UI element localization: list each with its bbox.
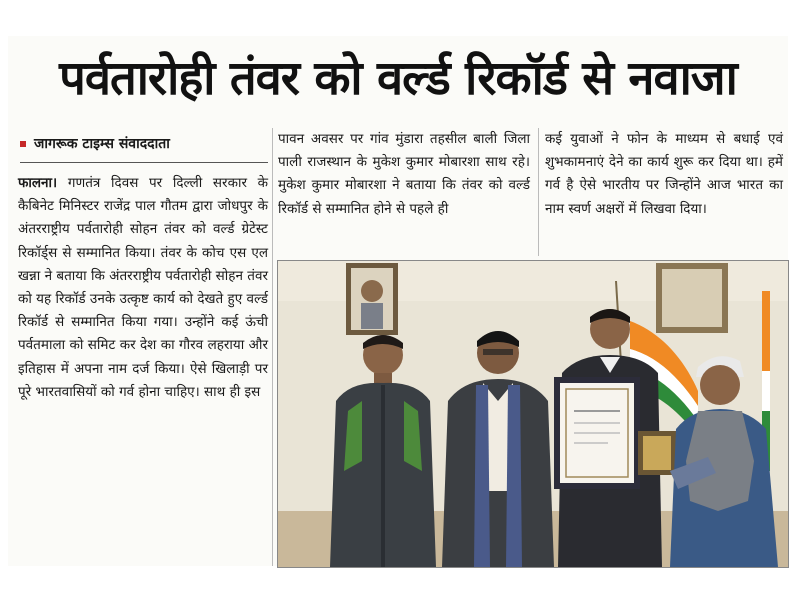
wall-frame [656,263,728,333]
byline-text: जागरूक टाइम्स संवाददाता [34,136,170,152]
dateline: फालना। [18,175,58,191]
award-plaque [638,431,676,475]
column-1-text: गणतंत्र दिवस पर दिल्ली सरकार के कैबिनेट मिनिस्टर राजेंद्र पाल गौतम द्वारा जोधपुर के अंतरराष्ट्रीय पर्वतारोही सोहन तंवर को वर्ल्ड ग्रेटेस्ट रिकॉर्ड्स से सम्मानित किया। तंवर के कोच एस एल खन्ना ने बताया कि अंतरराष्ट्रीय पर्वतारोही सोहन तंवर को यह रिकॉर्ड उनके उत्कृष्ट कार्य को देखते हुए वर्ल्ड रिकॉर्ड से सम्मानित किया गया। उन्होंने कई ऊंची पर्वतमाला को समिट कर देश का गौरव लहराया और इतिहास में अपना नाम दर्ज किया। ऐसे खिलाड़ी पर पूरे भारतवासियों को गर्व होना चाहिए। साथ ही इस [18,175,268,400]
byline-rule [20,162,268,163]
article-column-3: कई युवाओं ने फोन के माध्यम से बधाई एवं शुभकामनाएं देने का कार्य शुरू कर दिया था। हमें गर्व है ऐसे भारतीय पर जिन्होंने आज भारत का नाम स्वर्ण अक्षरों में लिखवा दिया। [545,131,783,217]
article-column-1 [18,172,268,404]
headline: पर्वतारोही तंवर को वर्ल्ड रिकॉर्ड से नवाजा [59,51,737,106]
certificate-frame [554,377,640,489]
bullet-icon [20,141,26,147]
wall-portrait [346,263,398,335]
column-divider-2 [538,128,539,256]
award-ceremony-photo [277,260,789,568]
article-column-2: पावन अवसर पर गांव मुंडारा तहसील बाली जिला पाली राजस्थान के मुकेश कुमार मोबारशा साथ रहे। मुकेश कुमार मोबारशा ने बताया कि तंवर को वर्ल्ड रिकॉर्ड से सम्मानित होने से पहले ही [278,131,530,217]
column-divider-1 [272,128,273,566]
newspaper-clipping [8,36,788,566]
byline [20,134,170,153]
